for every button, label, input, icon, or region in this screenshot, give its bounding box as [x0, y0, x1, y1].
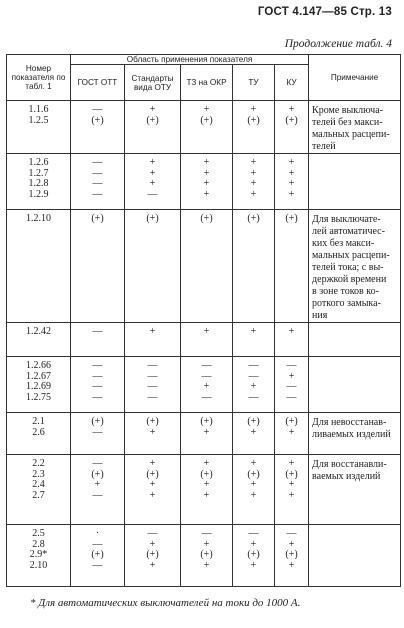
applicability-mark: —: [147, 370, 158, 382]
applicability-mark: —: [201, 360, 212, 371]
applicability-mark: —: [92, 391, 103, 403]
applicability-cell: [275, 357, 309, 413]
applicability-cell: [275, 323, 309, 357]
indicator-number-cell: [7, 101, 71, 154]
applicability-mark: +: [250, 167, 257, 179]
applicability-mark: +: [149, 479, 156, 490]
indicator-number: 1.2.8: [28, 178, 49, 189]
applicability-mark: +: [149, 104, 156, 115]
applicability-mark: (+): [200, 416, 213, 427]
applicability-mark: (+): [285, 549, 298, 560]
applicability-mark: +: [149, 489, 156, 501]
applicability-cell: [275, 455, 309, 525]
col-note-header: Примечание: [309, 55, 401, 101]
applicability-mark: —: [92, 157, 103, 168]
indicator-number-cell: [7, 413, 71, 455]
applicability-cell: [71, 455, 125, 525]
note-line: телей тока; с вы-: [312, 262, 384, 273]
col-header-ku: КУ: [275, 65, 309, 101]
indicator-number: 1.2.75: [26, 391, 51, 403]
applicability-cell: [125, 154, 181, 210]
indicator-number: 2.2: [32, 458, 45, 469]
applicability-mark: —: [92, 381, 103, 392]
applicability-mark: +: [203, 188, 210, 200]
applicability-mark: +: [288, 479, 295, 490]
applicability-mark: —: [147, 528, 158, 539]
note-line: Для невосстанав-: [312, 417, 387, 428]
note-line: мальных расцепи-: [312, 250, 390, 261]
applicability-cell: [181, 210, 233, 323]
applicability-cell: [233, 154, 275, 210]
applicability-mark: —: [248, 360, 259, 371]
applicability-mark: ·: [95, 528, 100, 539]
applicability-mark: (+): [285, 468, 298, 480]
applicability-mark: (+): [285, 416, 298, 427]
applicability-cell: [71, 154, 125, 210]
applicability-mark: +: [288, 178, 295, 189]
note-line: ваемых изделий: [312, 471, 381, 482]
applicability-mark: +: [288, 326, 295, 337]
applicability-cell: [275, 154, 309, 210]
indicator-number-cell: [7, 525, 71, 587]
col-header-gost-ott: ГОСТ ОТТ: [71, 65, 125, 101]
applicability-cell: [71, 357, 125, 413]
indicator-number: 2.7: [32, 489, 45, 501]
applicability-mark: +: [250, 489, 257, 501]
applicability-mark: +: [288, 157, 295, 168]
applicability-mark: —: [201, 370, 212, 382]
note-cell: [309, 413, 401, 455]
applicability-mark: +: [203, 458, 210, 469]
applicability-mark: (+): [200, 549, 213, 560]
applicability-mark: +: [288, 489, 295, 501]
col-header-standards-otu: Стандарты вида ОТУ: [125, 65, 181, 101]
indicator-number: 1.2.7: [28, 167, 49, 179]
application-area-header: Область применения показателя: [71, 55, 309, 65]
applicability-mark: (+): [200, 114, 213, 126]
table-row: [7, 210, 401, 323]
applicability-mark: —: [147, 391, 158, 403]
note-line: Для восстанавли-: [312, 459, 387, 470]
indicator-number: 1.2.67: [26, 370, 51, 382]
applicability-mark: —: [92, 188, 103, 200]
applicability-cell: [233, 210, 275, 323]
applicability-mark: +: [94, 479, 101, 490]
applicability-mark: (+): [200, 213, 213, 224]
applicability-mark: +: [250, 381, 257, 392]
applicability-cell: [71, 101, 125, 154]
note-line: мальных расцепи-: [312, 129, 390, 140]
applicability-mark: +: [149, 167, 156, 179]
indicator-number-cell: [7, 210, 71, 323]
applicability-cell: [71, 210, 125, 323]
applicability-mark: +: [203, 479, 210, 490]
applicability-mark: +: [288, 538, 295, 550]
applicability-mark: +: [250, 178, 257, 189]
applicability-mark: —: [147, 188, 158, 200]
applicability-mark: +: [149, 458, 156, 469]
applicability-mark: (+): [91, 416, 104, 427]
applicability-mark: —: [248, 370, 259, 382]
indicator-number: 1.1.6: [28, 104, 49, 115]
table-row: [7, 357, 401, 413]
indicator-number-cell: [7, 323, 71, 357]
applicability-cell: [125, 210, 181, 323]
applicability-mark: (+): [285, 114, 298, 126]
applicability-mark: +: [149, 326, 156, 337]
note-line: телей: [312, 141, 336, 152]
applicability-mark: +: [203, 559, 210, 571]
applicability-mark: (+): [247, 416, 260, 427]
applicability-mark: —: [286, 528, 297, 539]
page-header: ГОСТ 4.147—85 Стр. 13: [257, 6, 392, 18]
indicator-number: 2.8: [32, 538, 45, 550]
applicability-mark: +: [203, 538, 210, 550]
applicability-mark: —: [286, 391, 297, 403]
applicability-mark: +: [203, 426, 210, 438]
applicability-mark: +: [149, 538, 156, 550]
applicability-mark: (+): [146, 114, 159, 126]
applicability-mark: (+): [247, 114, 260, 126]
applicability-mark: —: [92, 104, 103, 115]
applicability-mark: +: [149, 178, 156, 189]
applicability-mark: (+): [247, 213, 260, 224]
applicability-mark: +: [288, 458, 295, 469]
applicability-mark: +: [250, 188, 257, 200]
applicability-mark: +: [203, 489, 210, 501]
applicability-mark: (+): [247, 468, 260, 480]
table-row: [7, 455, 401, 525]
applicability-cell: [181, 525, 233, 587]
applicability-mark: (+): [146, 468, 159, 480]
applicability-cell: [275, 210, 309, 323]
note-cell: [309, 525, 401, 587]
applicability-cell: [181, 323, 233, 357]
note-line: лей автоматичес-: [312, 226, 385, 237]
note-line: Кроме выключа-: [312, 105, 383, 116]
indicator-number: 1.2.69: [26, 381, 51, 392]
col-header-tu: ТУ: [233, 65, 275, 101]
applicability-mark: —: [147, 381, 158, 392]
applicability-mark: +: [288, 426, 295, 438]
indicator-number: 1.2.6: [28, 157, 49, 168]
applicability-mark: (+): [91, 213, 104, 224]
applicability-mark: —: [92, 370, 103, 382]
applicability-cell: [125, 413, 181, 455]
applicability-mark: +: [250, 104, 257, 115]
col-header-tz-okr: ТЗ на ОКР: [181, 65, 233, 101]
note-cell: [309, 357, 401, 413]
applicability-mark: +: [203, 104, 210, 115]
table-row: [7, 101, 401, 154]
applicability-mark: (+): [91, 114, 104, 126]
note-line: Для выключате-: [312, 214, 381, 225]
applicability-mark: —: [92, 178, 103, 189]
applicability-mark: +: [250, 479, 257, 490]
indicator-number: 1.2.5: [28, 114, 49, 126]
applicability-cell: [233, 357, 275, 413]
indicator-number: 2.6: [32, 426, 45, 438]
applicability-mark: (+): [285, 213, 298, 224]
applicability-cell: [125, 525, 181, 587]
applicability-cell: [125, 455, 181, 525]
applicability-mark: +: [288, 370, 295, 382]
applicability-mark: —: [92, 489, 103, 501]
table-row: [7, 525, 401, 587]
applicability-mark: +: [203, 167, 210, 179]
applicability-mark: +: [203, 381, 210, 392]
applicability-cell: [233, 525, 275, 587]
indicator-number: 1.2.10: [26, 213, 51, 224]
applicability-cell: [233, 323, 275, 357]
applicability-cell: [181, 101, 233, 154]
applicability-cell: [181, 413, 233, 455]
applicability-mark: +: [250, 538, 257, 550]
note-line: держкой времени: [312, 274, 387, 285]
note-line: ния: [312, 310, 328, 321]
applicability-mark: —: [286, 360, 297, 371]
applicability-mark: —: [248, 391, 259, 403]
note-cell: [309, 455, 401, 525]
indicator-number-cell: [7, 357, 71, 413]
applicability-cell: [181, 154, 233, 210]
applicability-mark: —: [92, 426, 103, 438]
applicability-mark: —: [92, 458, 103, 469]
applicability-mark: —: [201, 528, 212, 539]
applicability-mark: —: [92, 326, 103, 337]
note-line: в зоне токов ко-: [312, 286, 379, 297]
applicability-cell: [275, 525, 309, 587]
indicator-number: 2.10: [29, 559, 48, 571]
applicability-mark: +: [250, 157, 257, 168]
footnote: * Для автоматических выключателей на токи до 1000 А.: [30, 597, 301, 609]
note-cell: [309, 210, 401, 323]
applicability-mark: —: [92, 538, 103, 550]
applicability-mark: —: [201, 391, 212, 403]
applicability-mark: +: [288, 104, 295, 115]
note-line: телей без макси-: [312, 117, 383, 128]
applicability-mark: (+): [247, 549, 260, 560]
applicability-mark: +: [203, 178, 210, 189]
indicator-number: 2.3: [32, 468, 45, 480]
applicability-mark: (+): [200, 468, 213, 480]
applicability-cell: [275, 101, 309, 154]
note-cell: [309, 154, 401, 210]
indicator-number: 2.9*: [29, 549, 48, 560]
note-line: ких без макси-: [312, 238, 375, 249]
table-row: [7, 413, 401, 455]
applicability-mark: —: [147, 360, 158, 371]
note-line: ливаемых изделий: [312, 429, 391, 440]
applicability-mark: (+): [146, 416, 159, 427]
applicability-mark: +: [250, 458, 257, 469]
applicability-mark: —: [286, 381, 297, 392]
applicability-mark: (+): [146, 213, 159, 224]
applicability-cell: [125, 323, 181, 357]
applicability-cell: [233, 101, 275, 154]
applicability-mark: +: [149, 559, 156, 571]
applicability-mark: —: [248, 528, 259, 539]
applicability-mark: +: [203, 157, 210, 168]
applicability-cell: [181, 455, 233, 525]
applicability-cell: [71, 413, 125, 455]
applicability-mark: —: [92, 559, 103, 571]
table-continuation-label: Продолжение табл. 4: [284, 38, 392, 50]
applicability-cell: [125, 101, 181, 154]
indicator-number: 2.1: [32, 416, 45, 427]
applicability-mark: +: [288, 167, 295, 179]
note-cell: [309, 323, 401, 357]
applicability-mark: —: [92, 167, 103, 179]
indicator-table: [6, 54, 401, 587]
applicability-mark: +: [149, 157, 156, 168]
indicator-number: 1.2.9: [28, 188, 49, 200]
applicability-cell: [71, 323, 125, 357]
indicator-number: 1.2.42: [26, 326, 51, 337]
indicator-number: 2.4: [32, 479, 45, 490]
applicability-mark: +: [250, 559, 257, 571]
applicability-mark: +: [250, 326, 257, 337]
applicability-mark: (+): [146, 549, 159, 560]
indicator-number: 2.5: [32, 528, 45, 539]
col-number-header: Номер показателя по табл. 1: [7, 55, 71, 101]
applicability-mark: +: [288, 188, 295, 200]
table-row: [7, 323, 401, 357]
indicator-number: 1.2.66: [26, 360, 51, 371]
indicator-number-cell: [7, 455, 71, 525]
applicability-mark: —: [92, 360, 103, 371]
table-row: [7, 154, 401, 210]
indicator-number-cell: [7, 154, 71, 210]
applicability-cell: [233, 413, 275, 455]
applicability-cell: [275, 413, 309, 455]
applicability-mark: (+): [91, 468, 104, 480]
applicability-cell: [125, 357, 181, 413]
note-cell: [309, 101, 401, 154]
applicability-cell: [71, 525, 125, 587]
applicability-mark: +: [288, 559, 295, 571]
applicability-cell: [181, 357, 233, 413]
applicability-mark: (+): [91, 549, 104, 560]
applicability-mark: +: [149, 426, 156, 438]
note-line: роткого замыка-: [312, 298, 381, 309]
applicability-mark: +: [250, 426, 257, 438]
applicability-cell: [233, 455, 275, 525]
applicability-mark: +: [203, 326, 210, 337]
